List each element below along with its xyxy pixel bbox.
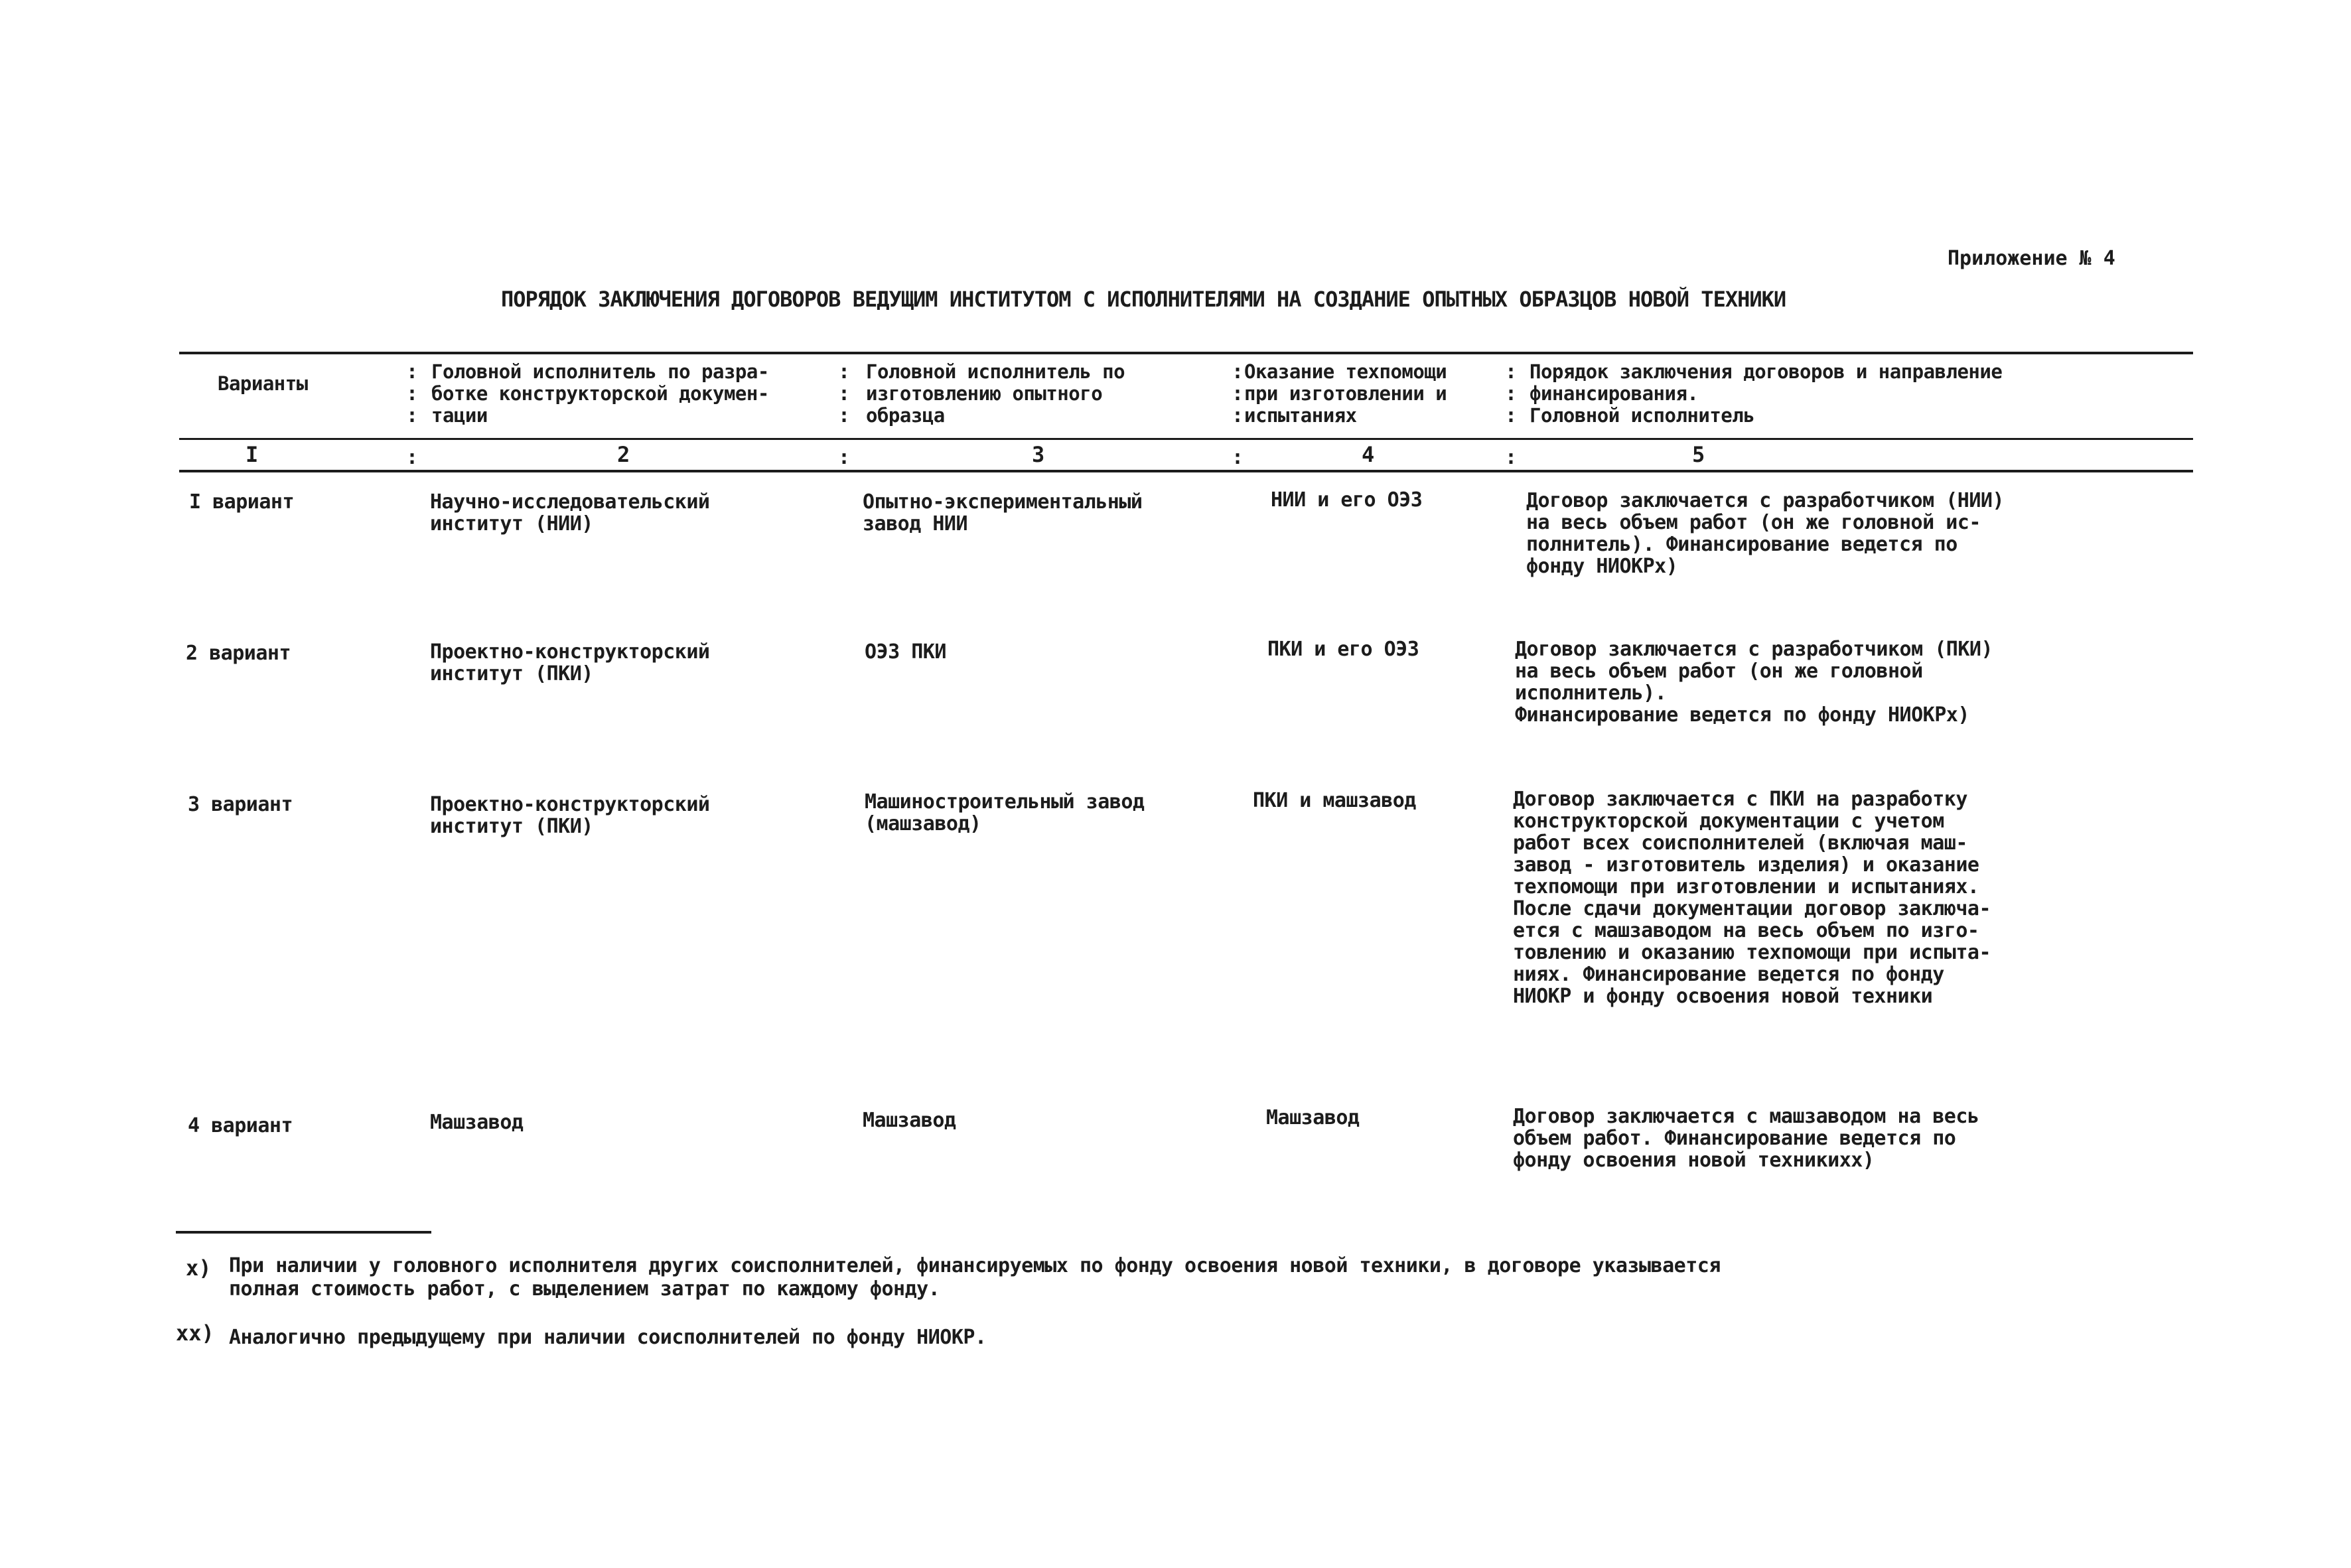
table-top-rule: [179, 352, 2193, 354]
row-order: Договор заключается с машзаводом на весь объем работ. Финансирование ведется по фонду освоения новой техникихх): [1513, 1105, 1979, 1172]
row-manufacturer: Машзавод: [863, 1109, 956, 1132]
footnote-mark: хх): [176, 1320, 214, 1346]
row-variant: I вариант: [189, 490, 295, 514]
column-separator: :: [1505, 446, 1518, 469]
appendix-label: Приложение № 4: [1948, 247, 2115, 270]
column-number-1: I: [246, 442, 259, 467]
row-manufacturer: Машиностроительный завод (машзавод): [865, 790, 1145, 835]
row-developer: Проектно-конструкторский институт (ПКИ): [430, 640, 710, 685]
header-separator: : : :: [1232, 360, 1244, 427]
row-assistance: ПКИ и его ОЭЗ: [1267, 638, 1419, 661]
row-order: Договор заключается с ПКИ на разработку конструкторской документации с учетом работ всех соисполнителей (включая маш- завод - изготовитель изделия) и оказание техпомощи при изготовлении и испытаниях. После сдачи документации договор заключа- ется с машзаводом на весь объем по изго- товлению и оказанию техпомощи при испыта- ниях. Финансирование ведется по фонду НИОКР и фонду освоения новой техники: [1513, 788, 1991, 1008]
footnote-mark: х): [186, 1255, 212, 1281]
row-variant: 4 вариант: [188, 1114, 293, 1137]
header-bottom-rule: [179, 438, 2193, 440]
footnote-text: При наличии у головного исполнителя других соисполнителей, финансируемых по фонду освоения новой техники, в договоре указывается полная стоимость работ, с выделением затрат по каждому фонду.: [229, 1254, 1721, 1301]
row-variant: 2 вариант: [186, 642, 291, 665]
row-manufacturer: ОЭЗ ПКИ: [865, 640, 946, 664]
column-number-3: 3: [1032, 442, 1045, 467]
numbers-bottom-rule: [179, 470, 2193, 472]
header-variants: Варианты: [218, 372, 308, 395]
column-separator: :: [1232, 446, 1244, 469]
row-assistance: Машзавод: [1266, 1106, 1360, 1129]
column-separator: :: [406, 446, 419, 469]
row-developer: Проектно-конструкторский институт (ПКИ): [430, 793, 710, 838]
row-order: Договор заключается с разработчиком (НИИ) на весь объем работ (он же головной ис- полнитель). Финансирование ведется по фонду НИОКРх): [1526, 489, 2005, 578]
header-manufacturer: Головной исполнитель по изготовлению опытного образца: [866, 360, 1125, 427]
row-assistance: НИИ и его ОЭЗ: [1271, 488, 1423, 512]
column-number-2: 2: [617, 442, 630, 467]
row-order: Договор заключается с разработчиком (ПКИ) на весь объем работ (он же головной исполнитель). Финансирование ведется по фонду НИОКРх): [1515, 638, 1993, 727]
row-manufacturer: Опытно-экспериментальный завод НИИ: [863, 490, 1143, 535]
header-assistance: Оказание техпомощи при изготовлении и испытаниях: [1244, 360, 1447, 427]
footnote-rule: [176, 1231, 431, 1234]
footnote-text: Аналогично предыдущему при наличии соисполнителей по фонду НИОКР.: [229, 1326, 987, 1349]
header-separator: : : :: [838, 360, 851, 427]
header-separator: : : :: [406, 360, 419, 427]
row-developer: Машзавод: [430, 1111, 524, 1134]
column-number-4: 4: [1362, 442, 1375, 467]
column-number-5: 5: [1692, 442, 1705, 467]
row-variant: 3 вариант: [188, 793, 293, 816]
row-assistance: ПКИ и машзавод: [1253, 789, 1416, 812]
header-separator: : : :: [1505, 360, 1518, 427]
header-developer: Головной исполнитель по разра- ботке конструкторской докумен- тации: [431, 360, 769, 427]
header-order: Порядок заключения договоров и направление финансирования. Головной исполнитель: [1530, 360, 2003, 427]
document-title: ПОРЯДОК ЗАКЛЮЧЕНИЯ ДОГОВОРОВ ВЕДУЩИМ ИНСТИТУТОМ С ИСПОЛНИТЕЛЯМИ НА СОЗДАНИЕ ОПЫТНЫХ ОБРАЗЦОВ НОВОЙ ТЕХНИКИ: [501, 287, 1786, 312]
column-separator: :: [838, 446, 851, 469]
row-developer: Научно-исследовательский институт (НИИ): [430, 490, 710, 535]
